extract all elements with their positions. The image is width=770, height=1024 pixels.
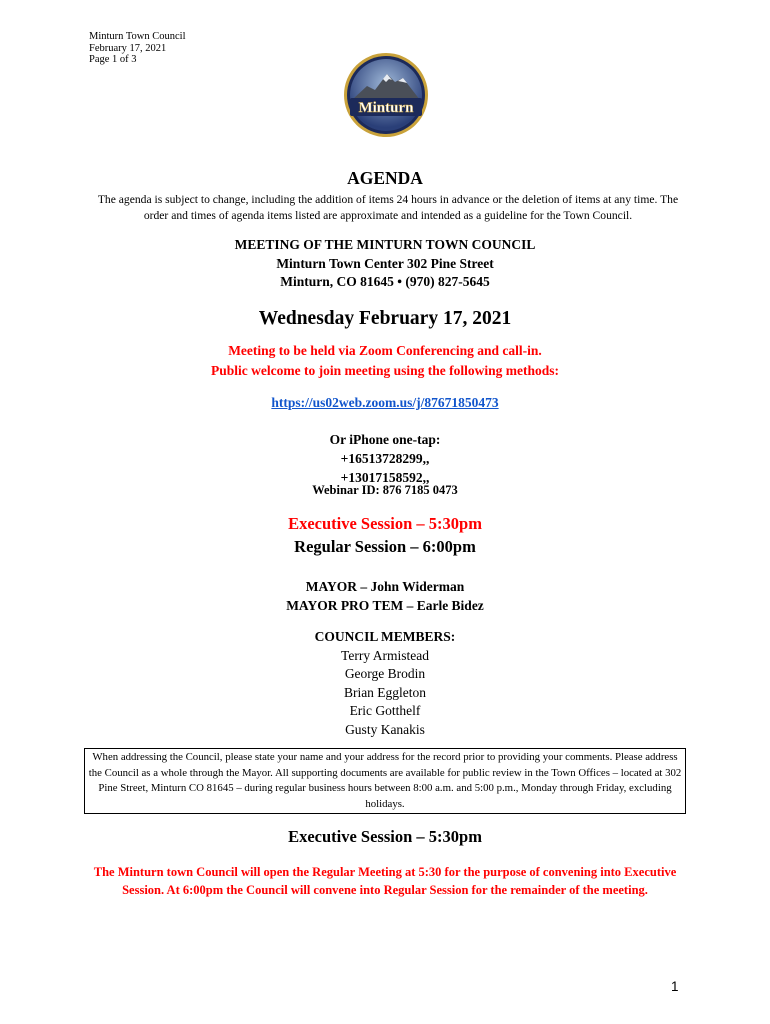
zoom-notice-line2: Public welcome to join meeting using the following methods:: [211, 363, 559, 378]
phone-number-2: +13017158592,,: [340, 470, 430, 485]
phone-label: Or iPhone one-tap:: [329, 432, 441, 447]
council-member: Brian Eggleton: [343, 684, 427, 700]
zoom-notice: [0, 341, 770, 381]
council-member: Terry Armistead: [341, 647, 429, 663]
council-member: Gusty Kanakis: [345, 721, 425, 737]
mayor-name: MAYOR – John Widerman: [305, 579, 465, 594]
meeting-info: [0, 236, 770, 292]
meeting-name: MEETING OF THE MINTURN TOWN COUNCIL: [234, 237, 536, 252]
executive-session-description: The Minturn town Council will open the Regular Meeting at 5:30 for the purpose of convening into Executive Session. At 6:00pm the Council will convene into Regular Session for the remainder of the meeting.: [93, 865, 677, 897]
council-member: Eric Gotthelf: [349, 703, 421, 718]
executive-session-heading: Executive Session – 5:30pm: [288, 827, 482, 846]
council-members-label: COUNCIL MEMBERS:: [314, 629, 456, 644]
council-members: [0, 628, 770, 739]
regular-session-time: Regular Session – 6:00pm: [294, 537, 476, 556]
mayor-info: [0, 577, 770, 615]
mayor-pro-tem-name: MAYOR PRO TEM – Earle Bidez: [286, 598, 484, 613]
meeting-address-phone: Minturn, CO 81645 • (970) 827-5645: [280, 274, 490, 289]
agenda-disclaimer: The agenda is subject to change, including the addition of items 24 hours in advance or the deletion of items at any time. The order and times of agenda items listed are approximate and intended as a guideline for the Town Council.: [97, 193, 679, 222]
meeting-date: Wednesday February 17, 2021: [258, 308, 512, 329]
zoom-notice-line1: Meeting to be held via Zoom Conferencing and call-in.: [228, 343, 542, 358]
zoom-link[interactable]: https://us02web.zoom.us/j/87671850473: [271, 395, 499, 410]
page-number: 1: [671, 979, 679, 994]
document-header: [89, 31, 186, 66]
header-date: February 17, 2021: [89, 42, 167, 54]
agenda-title: AGENDA: [347, 168, 423, 188]
phone-number-1: +16513728299,,: [340, 451, 430, 466]
phone-info: [0, 430, 770, 487]
meeting-location: Minturn Town Center 302 Pine Street: [276, 255, 494, 271]
council-member: George Brodin: [344, 666, 426, 681]
public-comment-notice: When addressing the Council, please state your name and your address for the record prior to providing your comments. Please address the Council as a whole through the Mayor. All supporting documents are available for public review in the Town Offices – located at 302 Pine Street, Minturn CO 81645 – during regular business hours between 8:00 a.m. and 5:00 p.m., Monday through Friday, excluding holidays.: [84, 748, 686, 814]
header-council-name: Minturn Town Council: [89, 31, 186, 42]
header-page-count: Page 1 of 3: [89, 54, 137, 65]
webinar-id: Webinar ID: 876 7185 0473: [312, 483, 458, 497]
executive-session-time: Executive Session – 5:30pm: [288, 514, 482, 533]
minturn-logo: [343, 52, 429, 138]
logo-text: Minturn: [358, 100, 414, 116]
